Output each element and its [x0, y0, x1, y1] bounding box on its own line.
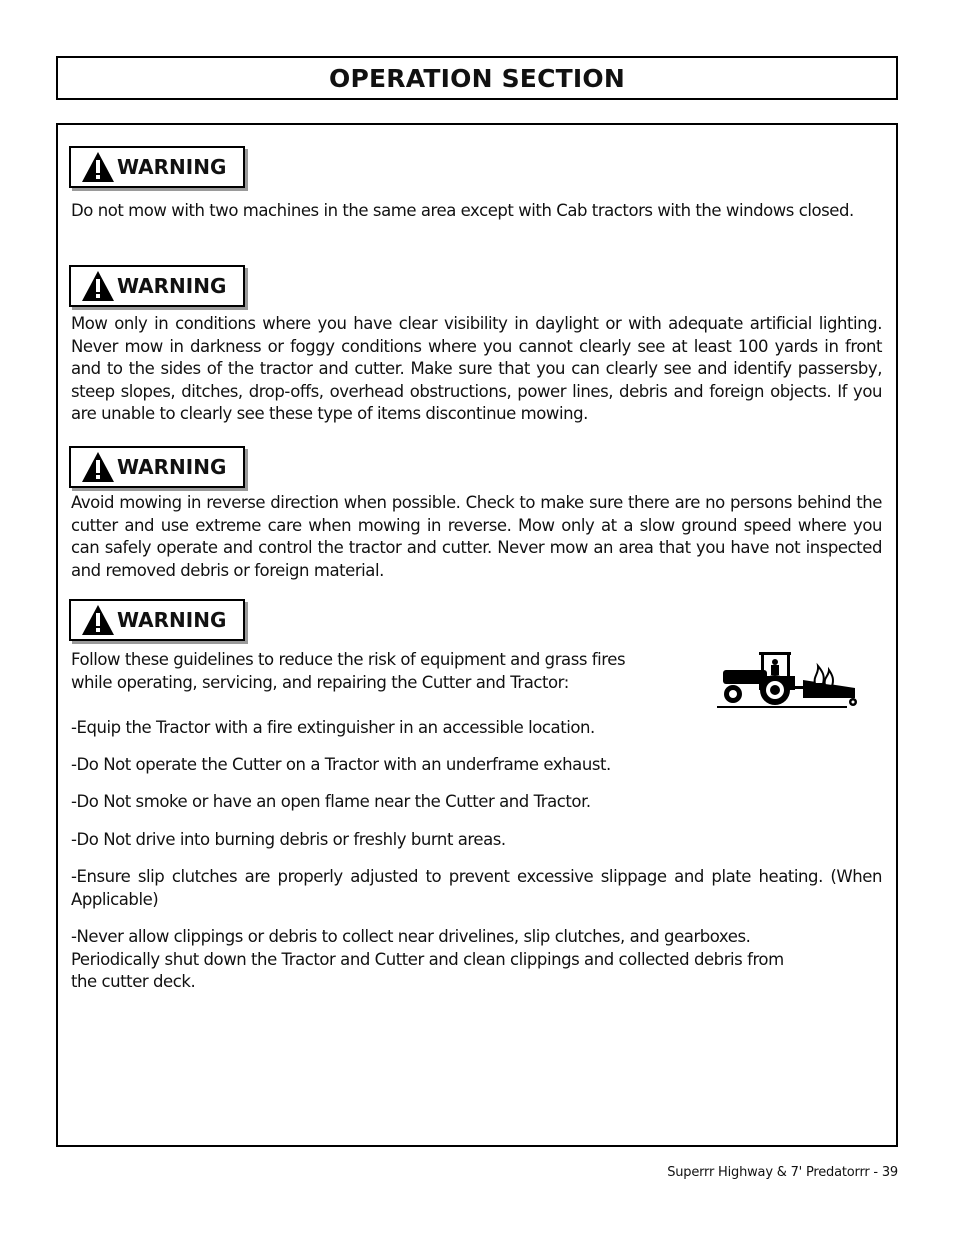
warning-label: [69, 146, 245, 188]
fire-guideline-line: -Never allow clippings or debris to collect near drivelines, slip clutches, and gearboxes.: [71, 927, 751, 946]
tractor-fire-icon: [715, 648, 859, 710]
fire-guideline-item: -Do Not smoke or have an open flame near the Cutter and Tractor.: [71, 792, 591, 811]
fire-guideline-line: the cutter deck.: [71, 972, 196, 991]
warning-label: [69, 446, 245, 488]
page-title: OPERATION SECTION: [329, 63, 625, 93]
fire-intro-line: while operating, servicing, and repairing the Cutter and Tractor:: [71, 673, 569, 692]
warning-paragraph: Avoid mowing in reverse direction when possible. Check to make sure there are no persons behind the cutter and use extreme care when mowing in reverse. Mow only at a slow ground speed where you can safely operate and control the tractor and cutter. Never mow an area that you have not inspected and removed debris or foreign material.: [71, 493, 882, 580]
fire-guideline-line: Periodically shut down the Tractor and Cutter and clean clippings and collected debris from: [71, 950, 784, 969]
warning-text: WARNING: [117, 274, 227, 298]
page-footer: Superrr Highway & 7' Predatorrr - 39: [667, 1165, 898, 1180]
fire-guideline-item: -Do Not drive into burning debris or freshly burnt areas.: [71, 830, 506, 849]
fire-guideline-item: -Ensure slip clutches are properly adjusted to prevent excessive slippage and plate heating. (When Applicable): [71, 867, 882, 909]
warning-triangle-icon: [81, 451, 115, 483]
fire-guideline-item: -Do Not operate the Cutter on a Tractor with an underframe exhaust.: [71, 755, 611, 774]
warning-paragraph: Mow only in conditions where you have clear visibility in daylight or with adequate artificial lighting. Never mow in darkness or foggy conditions where you cannot clearly see at least 100 yards in front and to the sides of the tractor and cutter. Make sure that you can clearly see and identify passersby, steep slopes, ditches, drop-offs, overhead obstructions, power lines, debris and foreign objects. If you are unable to clearly see these type of items discontinue mowing.: [71, 314, 882, 423]
warning-triangle-icon: [81, 151, 115, 183]
warning-label: [69, 599, 245, 641]
warning-triangle-icon: [81, 270, 115, 302]
warning-text: WARNING: [117, 155, 227, 179]
warning-text: WARNING: [117, 455, 227, 479]
warning-label: [69, 265, 245, 307]
fire-guideline-item: -Equip the Tractor with a fire extinguisher in an accessible location.: [71, 718, 595, 737]
section-header: [56, 56, 898, 100]
fire-intro-line: Follow these guidelines to reduce the risk of equipment and grass fires: [71, 650, 626, 669]
warning-text: WARNING: [117, 608, 227, 632]
warning-paragraph: Do not mow with two machines in the same area except with Cab tractors with the windows closed.: [71, 201, 854, 220]
warning-triangle-icon: [81, 604, 115, 636]
